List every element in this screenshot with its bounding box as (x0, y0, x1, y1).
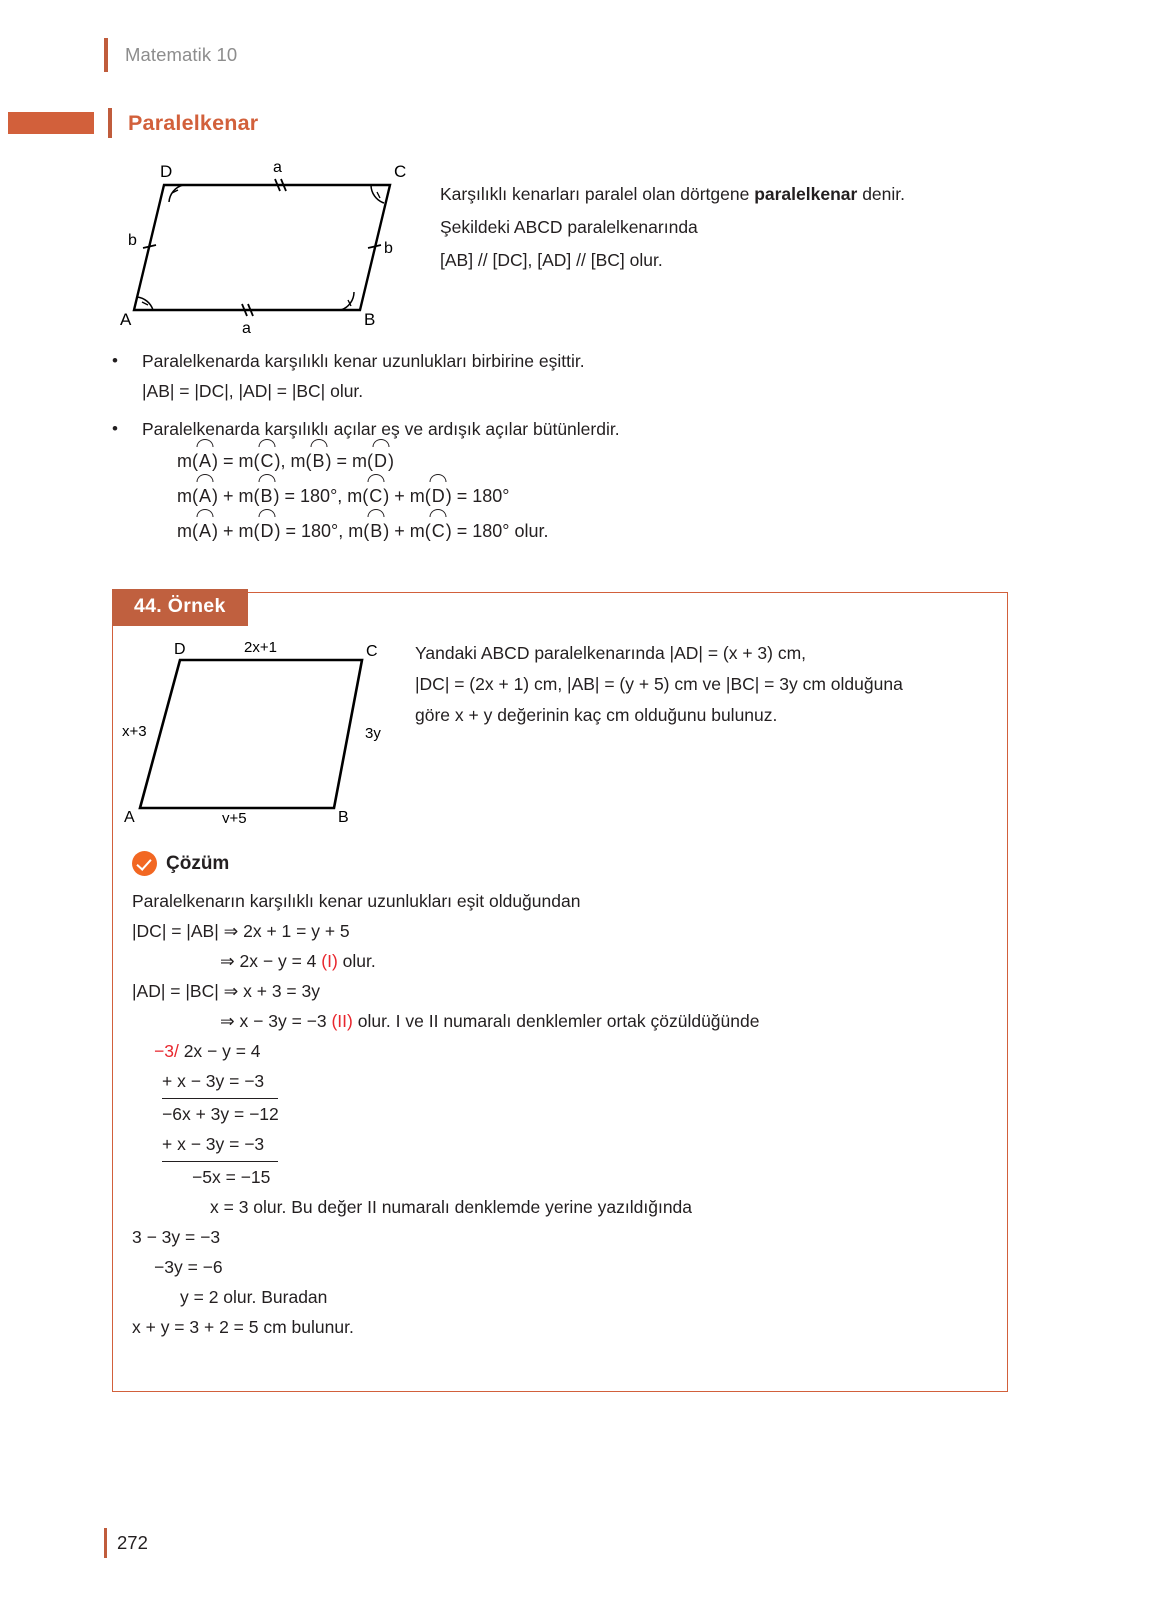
solution-line-post: olur. (337, 951, 376, 971)
vertex-label-c: C (366, 643, 378, 660)
side-label-bottom: y+5 (222, 810, 247, 823)
bullet-2-line-1: Paralelkenarda karşılıklı açılar eş ve ardışık açılar bütünlerdir. (142, 419, 620, 439)
side-label-left: x+3 (122, 723, 147, 740)
solution-line (132, 946, 992, 976)
side-label-top: a (273, 159, 282, 176)
solution-line: y = 2 olur. Buradan (180, 1287, 328, 1307)
page-footer (104, 1528, 148, 1558)
vertex-label-d: D (160, 162, 173, 181)
side-label-right: b (384, 240, 393, 257)
angle-equality-line-1: m( A) = m( C), m( B) = m( D) (177, 444, 1012, 479)
angle-letter-d: D (260, 514, 275, 549)
check-circle-icon (132, 851, 157, 876)
solution-line: −6x + 3y = −12 (162, 1104, 279, 1124)
solution-line (132, 1006, 992, 1036)
definition-keyword: paralelkenar (754, 184, 858, 204)
solution-line-post: olur. I ve II numaralı denklemler ortak çözüldüğünde (352, 1011, 760, 1031)
vertex-label-b: B (338, 809, 349, 823)
solution-line-pre: ⇒ x − 3y = −3 (220, 1011, 332, 1031)
solution-line: |AD| = |BC| ⇒ x + 3 = 3y (132, 981, 320, 1001)
running-head-label: Matematik 10 (125, 44, 238, 65)
angle-letter-d: D (431, 479, 446, 514)
angle-letter-b: B (260, 479, 274, 514)
solution-line: x = 3 olur. Bu değer II numaralı denklemde yerine yazıldığında (210, 1197, 693, 1217)
solution-line-text: 2x − y = 4 (178, 1041, 261, 1061)
parallelogram-abcd-diagram (112, 150, 412, 335)
section-title: Paralelkenar (128, 110, 259, 135)
vertex-label-c: C (394, 162, 407, 181)
example-question-line-2: |DC| = (2x + 1) cm, |AB| = (y + 5) cm ve |BC| = 3y cm olduğuna (415, 674, 903, 694)
sum-rule-line: + x − 3y = −3 (162, 1129, 278, 1162)
bullet-marker: • (112, 419, 118, 438)
vertex-label-a: A (120, 310, 132, 329)
equation-number-i: (I) (321, 951, 338, 971)
side-label-left: b (128, 232, 137, 249)
list-item (112, 414, 1012, 549)
example-question (415, 638, 1000, 731)
example-tag: 44. Örnek (112, 589, 248, 626)
angle-letter-d: D (373, 444, 388, 479)
definition-line-3: [AB] // [DC], [AD] // [BC] olur. (440, 250, 663, 270)
angle-letter-c: C (260, 444, 275, 479)
equation-number-ii: (II) (331, 1011, 353, 1031)
list-item (112, 346, 1012, 406)
definition-text (440, 178, 1020, 277)
definition-line-2: Şekildeki ABCD paralelkenarında (440, 217, 698, 237)
solution-line: x + y = 3 + 2 = 5 cm bulunur. (132, 1317, 354, 1337)
section-accent-bar (108, 108, 112, 138)
solution-line (132, 1066, 992, 1099)
angle-letter-a: A (198, 479, 212, 514)
angle-equality-line-2: m( A) + m( B) = 180°, m( C) + m( D) = 180° (177, 479, 1012, 514)
solution-label: Çözüm (166, 852, 230, 874)
solution-line: −3y = −6 (154, 1257, 223, 1277)
angle-letter-c: C (368, 479, 383, 514)
angle-letter-a: A (198, 514, 212, 549)
multiplier-red: −3/ (154, 1041, 179, 1061)
footer-accent-bar (104, 1528, 107, 1558)
angle-letter-c: C (431, 514, 446, 549)
example-question-line-3: göre x + y değerinin kaç cm olduğunu bulunuz. (415, 705, 778, 725)
solution-body (132, 886, 992, 1342)
solution-line: |DC| = |AB| ⇒ 2x + 1 = y + 5 (132, 921, 350, 941)
vertex-label-d: D (174, 641, 186, 658)
angle-equality-line-3: m( A) + m( D) = 180°, m( B) + m( C) = 180° olur. (177, 514, 1012, 549)
solution-line: Paralelkenarın karşılıklı kenar uzunlukları eşit olduğundan (132, 891, 581, 911)
angle-letter-b: B (312, 444, 326, 479)
solution-line: −5x = −15 (192, 1167, 271, 1187)
section-header (8, 108, 258, 138)
definition-line-1-pre: Karşılıklı kenarları paralel olan dörtgene (440, 184, 755, 204)
solution-line: 3 − 3y = −3 (132, 1227, 221, 1247)
angle-letter-a: A (198, 444, 212, 479)
running-head (104, 38, 237, 72)
side-label-bottom: a (242, 320, 251, 335)
side-label-right: 3y (365, 725, 381, 742)
example-question-line-1: Yandaki ABCD paralelkenarında |AD| = (x + 3) cm, (415, 643, 807, 663)
solution-line (132, 1129, 992, 1162)
running-head-accent-bar (104, 38, 108, 72)
side-label-top: 2x+1 (244, 639, 277, 656)
page-number: 272 (117, 1532, 148, 1553)
bullet-1-line-1: Paralelkenarda karşılıklı kenar uzunlukları birbirine eşittir. (142, 351, 585, 371)
section-accent-swatch (8, 112, 94, 134)
bullet-marker: • (112, 351, 118, 370)
angle-letter-b: B (369, 514, 383, 549)
solution-line (132, 1036, 992, 1066)
vertex-label-b: B (364, 310, 376, 329)
solution-header (132, 851, 229, 876)
sum-rule-line: + x − 3y = −3 (162, 1066, 278, 1099)
solution-line-pre: ⇒ 2x − y = 4 (220, 951, 322, 971)
properties-list (112, 346, 1012, 552)
vertex-label-a: A (124, 809, 135, 823)
definition-line-1-post: denir. (857, 184, 906, 204)
definition-line-1 (440, 178, 1020, 211)
example-parallelogram-diagram (122, 638, 402, 823)
bullet-1-line-2: |AB| = |DC|, |AD| = |BC| olur. (142, 381, 364, 401)
